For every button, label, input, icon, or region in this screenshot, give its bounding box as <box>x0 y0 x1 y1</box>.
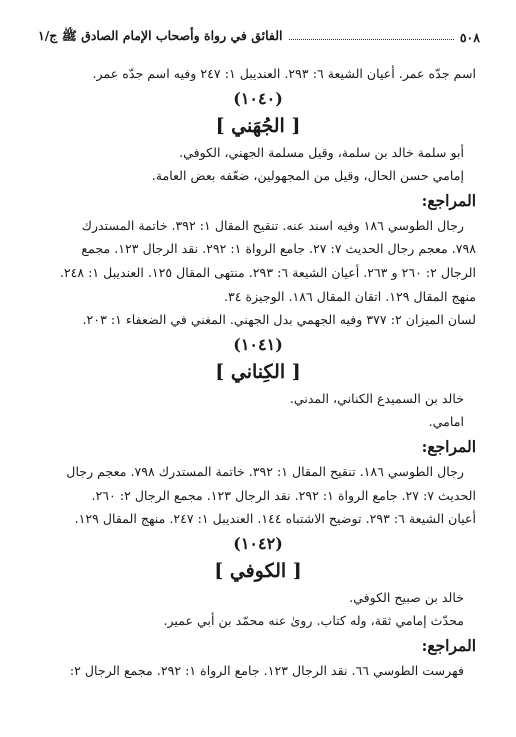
entry-title-kufi: [ الكوفي ] <box>214 559 302 582</box>
reference-line: ٧٩٨. معجم رجال الحديث ٧: ٢٧. جامع الرواة ١: ٢٩٢. نقد الرجال ١٢٣. مجمع <box>81 241 476 257</box>
reference-line: أعيان الشيعة ٦: ٢٩٣. توضيح الاشتباه ١٤٤. العنديبل ١: ٢٤٧. منهج المقال ١٢٩. <box>74 511 476 527</box>
reference-line: رجال الطوسي ١٨٦. تنقيح المقال ١: ٣٩٢. خاتمة المستدرك ٧٩٨. معجم رجال <box>66 463 464 479</box>
entry-title-juhani: [ الجُهَني ] <box>215 114 301 137</box>
references-heading: المراجع: <box>421 190 476 210</box>
entry-title-kinani: [ الكِناني ] <box>215 360 301 383</box>
running-title: الفائق في رواة وأصحاب الإمام الصادق ﷺ ج/١ <box>38 27 283 43</box>
reference-line: الحديث ٧: ٢٧. جامع الرواة ١: ٢٩٢. نقد الرجال ١٢٣. مجمع الرجال ٢: ٢٦٠. <box>91 487 476 503</box>
reference-line: منهج المقال ١٢٩. اتقان المقال ١٨٦. الوجيزة ٣٤. <box>223 288 476 304</box>
references-heading: المراجع: <box>421 436 476 456</box>
reference-line: الرجال ٢: ٢٦٠ و ٢٦٣. أعيان الشيعة ٦: ٢٩٣. منتهى المقال ١٢٥. العنديبل ١: ٢٤٨. <box>59 264 476 280</box>
entry-name-line: خالد بن صبيح الكوفي. <box>349 589 464 605</box>
entry-number-1041: (١٠٤١) <box>233 334 283 354</box>
page-body <box>40 62 476 683</box>
reference-line: رجال الطوسي ١٨٦ وفيه اسند عنه. تنقيح المقال ١: ٣٩٢. خاتمة المستدرك <box>81 217 464 233</box>
reference-line: فهرست الطوسي ٦٦. نقد الرجال ١٢٣. جامع الرواة ١: ٢٩٢. مجمع الرجال ٢: <box>69 662 464 678</box>
entry-name-line: خالد بن السميدع الكناني، المدني. <box>289 390 464 406</box>
entry-number-1042: (١٠٤٢) <box>233 533 283 553</box>
entry-status-line: امامي. <box>428 414 464 430</box>
header-dot-leader <box>289 39 454 40</box>
page-number: ٥٠٨ <box>459 29 480 45</box>
entry-status-line: إمامي حسن الحال، وقيل من المجهولين، ضعّفه بعض العامة. <box>151 168 464 184</box>
reference-line: لسان الميزان ٢: ٣٧٧ وفيه الجهمي بدل الجهني. المغني في الضعفاء ١: ٢٠٣. <box>82 312 476 328</box>
references-heading: المراجع: <box>421 635 476 655</box>
entry-name-line: أبو سلمة خالد بن سلمة، وقيل مسلمة الجهني، الكوفي. <box>179 144 464 160</box>
entry-number-1040: (١٠٤٠) <box>233 88 283 108</box>
continuation-line: اسم جدّه عمر. أعيان الشيعة ٦: ٢٩٣. العنديبل ١: ٢٤٧ وفيه اسم جدّه عمر. <box>92 66 476 81</box>
entry-status-line: محدّث إمامي ثقة، وله كتاب. روىٰ عنه محمّد بن أبي عمير. <box>163 613 464 629</box>
page-header <box>38 26 480 48</box>
